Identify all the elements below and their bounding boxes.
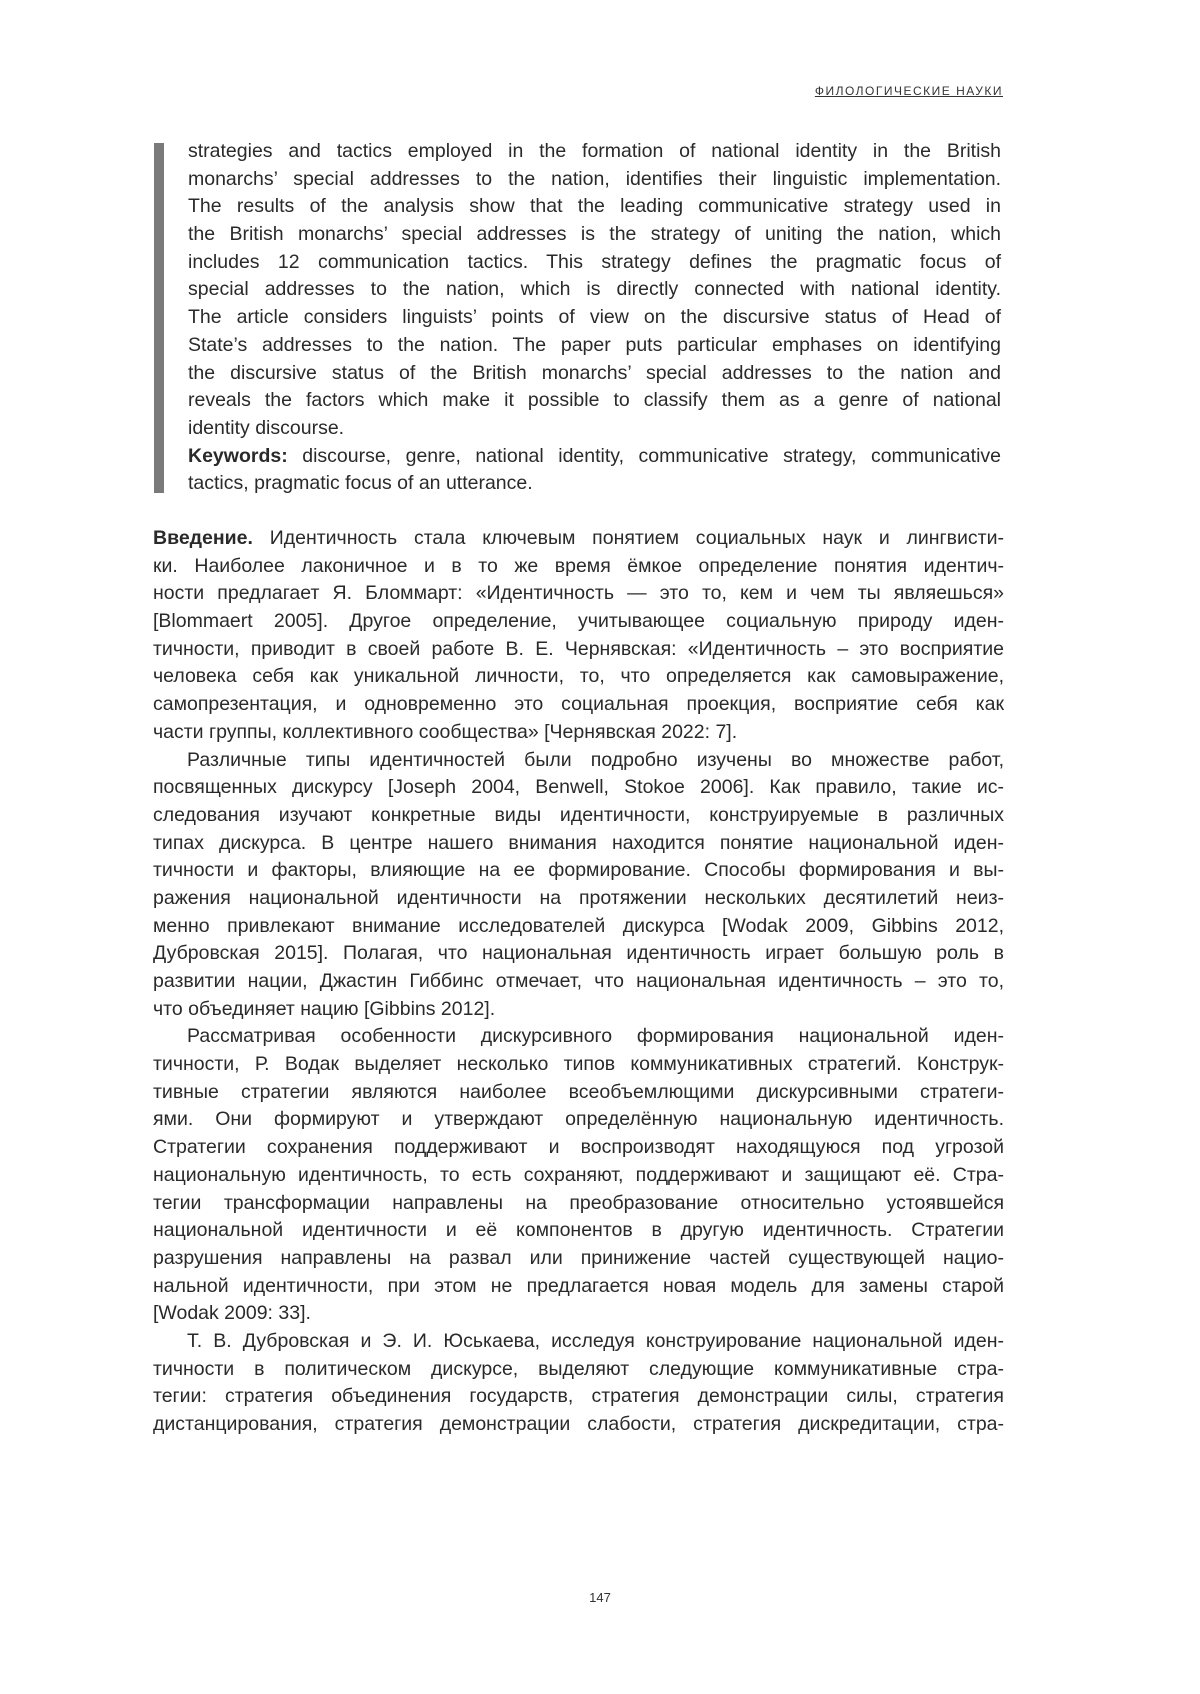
paragraph-line — [153, 1190, 1004, 1218]
line-text: самопрезентация, и одновременно это социальная проекция, восприятие себя как — [153, 693, 1004, 716]
line-text: тивные стратегии являются наиболее всеобъемлющими дискурсивными стратеги- — [153, 1080, 1004, 1103]
line-text: нальной идентичности, при этом не предлагается новая модель для замены старой — [153, 1274, 1004, 1297]
paragraph-line — [153, 1383, 1004, 1411]
paragraph-line — [153, 663, 1004, 691]
paragraph-line — [153, 1162, 1004, 1190]
line-text: посвященных дискурсу [Joseph 2004, Benwell, Stokoe 2006]. Как правило, такие ис- — [153, 776, 1004, 799]
line-text: тегии: стратегия объединения государств, стратегия демонстрации силы, стратегия — [153, 1385, 1004, 1408]
keywords-text: discourse, genre, national identity, communicative strategy, communicative — [287, 444, 1001, 467]
paragraph-line — [153, 608, 1004, 636]
paragraph-line — [153, 1245, 1004, 1273]
line-text: типах дискурса. В центре нашего внимания находится понятие национальной иден- — [153, 831, 1004, 854]
line-text: ки. Наиболее лаконичное и в то же время ёмкое определение понятия идентич- — [153, 554, 1004, 577]
paragraph-line — [153, 553, 1004, 581]
paragraph-line — [153, 1328, 1004, 1356]
paragraph-line — [153, 830, 1004, 858]
line-text: [Wodak 2009: 33]. — [153, 1302, 311, 1325]
paragraph-line — [153, 1411, 1004, 1439]
abstract — [188, 138, 1001, 498]
abstract-line: The article considers linguists’ points of view on the discursive status of Head of — [188, 306, 1001, 329]
abstract-sidebar-bar — [154, 143, 164, 493]
abstract-line: State’s addresses to the nation. The paper puts particular emphases on identifying — [188, 333, 1001, 356]
line-text: Различные типы идентичностей были подробно изучены во множестве работ, — [187, 748, 1004, 771]
paragraph-line — [153, 1051, 1004, 1079]
paragraph-line — [153, 580, 1004, 608]
abstract-line: strategies and tactics employed in the formation of national identity in the British — [188, 140, 1001, 162]
paragraph-line — [153, 1134, 1004, 1162]
line-text: ями. Они формируют и утверждают определённую национальную идентичность. — [153, 1108, 1004, 1131]
line-text: части группы, коллективного сообщества» [Чернявская 2022: 7]. — [153, 720, 738, 743]
paragraph-line — [153, 636, 1004, 664]
line-text: развитии нации, Джастин Гиббинс отмечает, что национальная идентичность – это то, — [153, 970, 1004, 992]
paragraph-line — [153, 1356, 1004, 1384]
line-text: дистанцирования, стратегия демонстрации слабости, стратегия дискредитации, стра- — [153, 1413, 1004, 1435]
abstract-line: reveals the factors which make it possible to classify them as a genre of national — [188, 389, 1001, 412]
paragraph-line — [153, 719, 1004, 747]
paragraph-line — [153, 1023, 1004, 1051]
line-text: Идентичность стала ключевым понятием социальных наук и лингвисти- — [252, 527, 1004, 549]
abstract-line: includes 12 communication tactics. This strategy defines the pragmatic focus of — [188, 250, 1001, 273]
paragraph-line — [153, 525, 1004, 553]
running-header: ФИЛОЛОГИЧЕСКИЕ НАУКИ — [814, 84, 1003, 98]
body-text — [153, 525, 1004, 1439]
paragraph-line — [153, 774, 1004, 802]
line-text: тичности в политическом дискурсе, выделяют следующие коммуникативные стра- — [153, 1357, 1004, 1380]
paragraph-line — [153, 1300, 1004, 1328]
paragraph-line — [153, 940, 1004, 968]
abstract-line: the British monarchs’ special addresses is the strategy of uniting the nation, which — [188, 223, 1001, 246]
paragraph-line — [153, 996, 1004, 1024]
abstract-line: identity discourse. — [188, 416, 345, 439]
line-text: менно привлекают внимание исследователей дискурса [Wodak 2009, Gibbins 2012, — [153, 914, 1004, 937]
paragraph-line — [153, 968, 1004, 996]
line-text: национальную идентичность, то есть сохраняют, поддерживают и защищают её. Стра- — [153, 1163, 1004, 1186]
abstract-line: the discursive status of the British monarchs’ special addresses to the nation and — [188, 361, 1001, 384]
paragraph-line — [153, 1217, 1004, 1245]
line-text: тичности и факторы, влияющие на ее формирование. Способы формирования и вы- — [153, 859, 1004, 882]
line-text: Т. В. Дубровская и Э. И. Юськаева, исследуя конструирование национальной иден- — [187, 1329, 1004, 1352]
line-text: тичности, приводит в своей работе В. Е. Чернявская: «Идентичность – это восприятие — [153, 637, 1004, 660]
line-text: человека себя как уникальной личности, то, что определяется как самовыражение, — [153, 665, 1004, 688]
paragraph-line — [153, 857, 1004, 885]
abstract-line: special addresses to the nation, which is directly connected with national identity. — [188, 278, 1001, 301]
intro-heading: Введение. — [153, 527, 253, 549]
line-text: национальной идентичности и её компонентов в другую идентичность. Стратегии — [153, 1219, 1004, 1242]
paragraph-line — [153, 1079, 1004, 1107]
keywords-line — [188, 470, 1001, 498]
line-text: тичности, Р. Водак выделяет несколько типов коммуникативных стратегий. Конструк- — [153, 1053, 1004, 1076]
paragraph-line — [153, 1273, 1004, 1301]
line-text: разрушения направлены на развал или принижение частей существующей нацио- — [153, 1246, 1004, 1269]
line-text: тегии трансформации направлены на преобразование относительно устоявшейся — [153, 1191, 1004, 1214]
abstract-line: The results of the analysis show that the leading communicative strategy used in — [188, 195, 1001, 218]
line-text: ражения национальной идентичности на протяжении нескольких десятилетий неиз- — [153, 886, 1004, 909]
line-text: следования изучают конкретные виды идентичности, конструируемые в различных — [153, 803, 1004, 826]
line-text: Стратегии сохранения поддерживают и воспроизводят находящуюся под угрозой — [153, 1136, 1004, 1159]
paragraph-line — [153, 747, 1004, 775]
line-text: Рассматривая особенности дискурсивного формирования национальной иден- — [187, 1025, 1004, 1048]
line-text: [Blommaert 2005]. Другое определение, учитывающее социальную природу иден- — [153, 610, 1004, 633]
page-number: 147 — [589, 1590, 611, 1605]
paragraph-line — [153, 1106, 1004, 1134]
keywords-text: tactics, pragmatic focus of an utterance. — [188, 472, 533, 495]
line-text: Дубровская 2015]. Полагая, что национальная идентичность играет большую роль в — [153, 942, 1004, 965]
keywords-line — [188, 443, 1001, 471]
keywords-label: Keywords: — [188, 444, 288, 467]
paragraph-line — [153, 802, 1004, 830]
line-text: ности предлагает Я. Бломмарт: «Идентичность — это то, кем и чем ты являешься» — [153, 582, 1004, 605]
paragraph-line — [153, 913, 1004, 941]
paragraph-line — [153, 691, 1004, 719]
line-text: что объединяет нацию [Gibbins 2012]. — [153, 997, 496, 1020]
abstract-line: monarchs’ special addresses to the nation, identifies their linguistic implementation. — [188, 167, 1001, 190]
paragraph-line — [153, 885, 1004, 913]
